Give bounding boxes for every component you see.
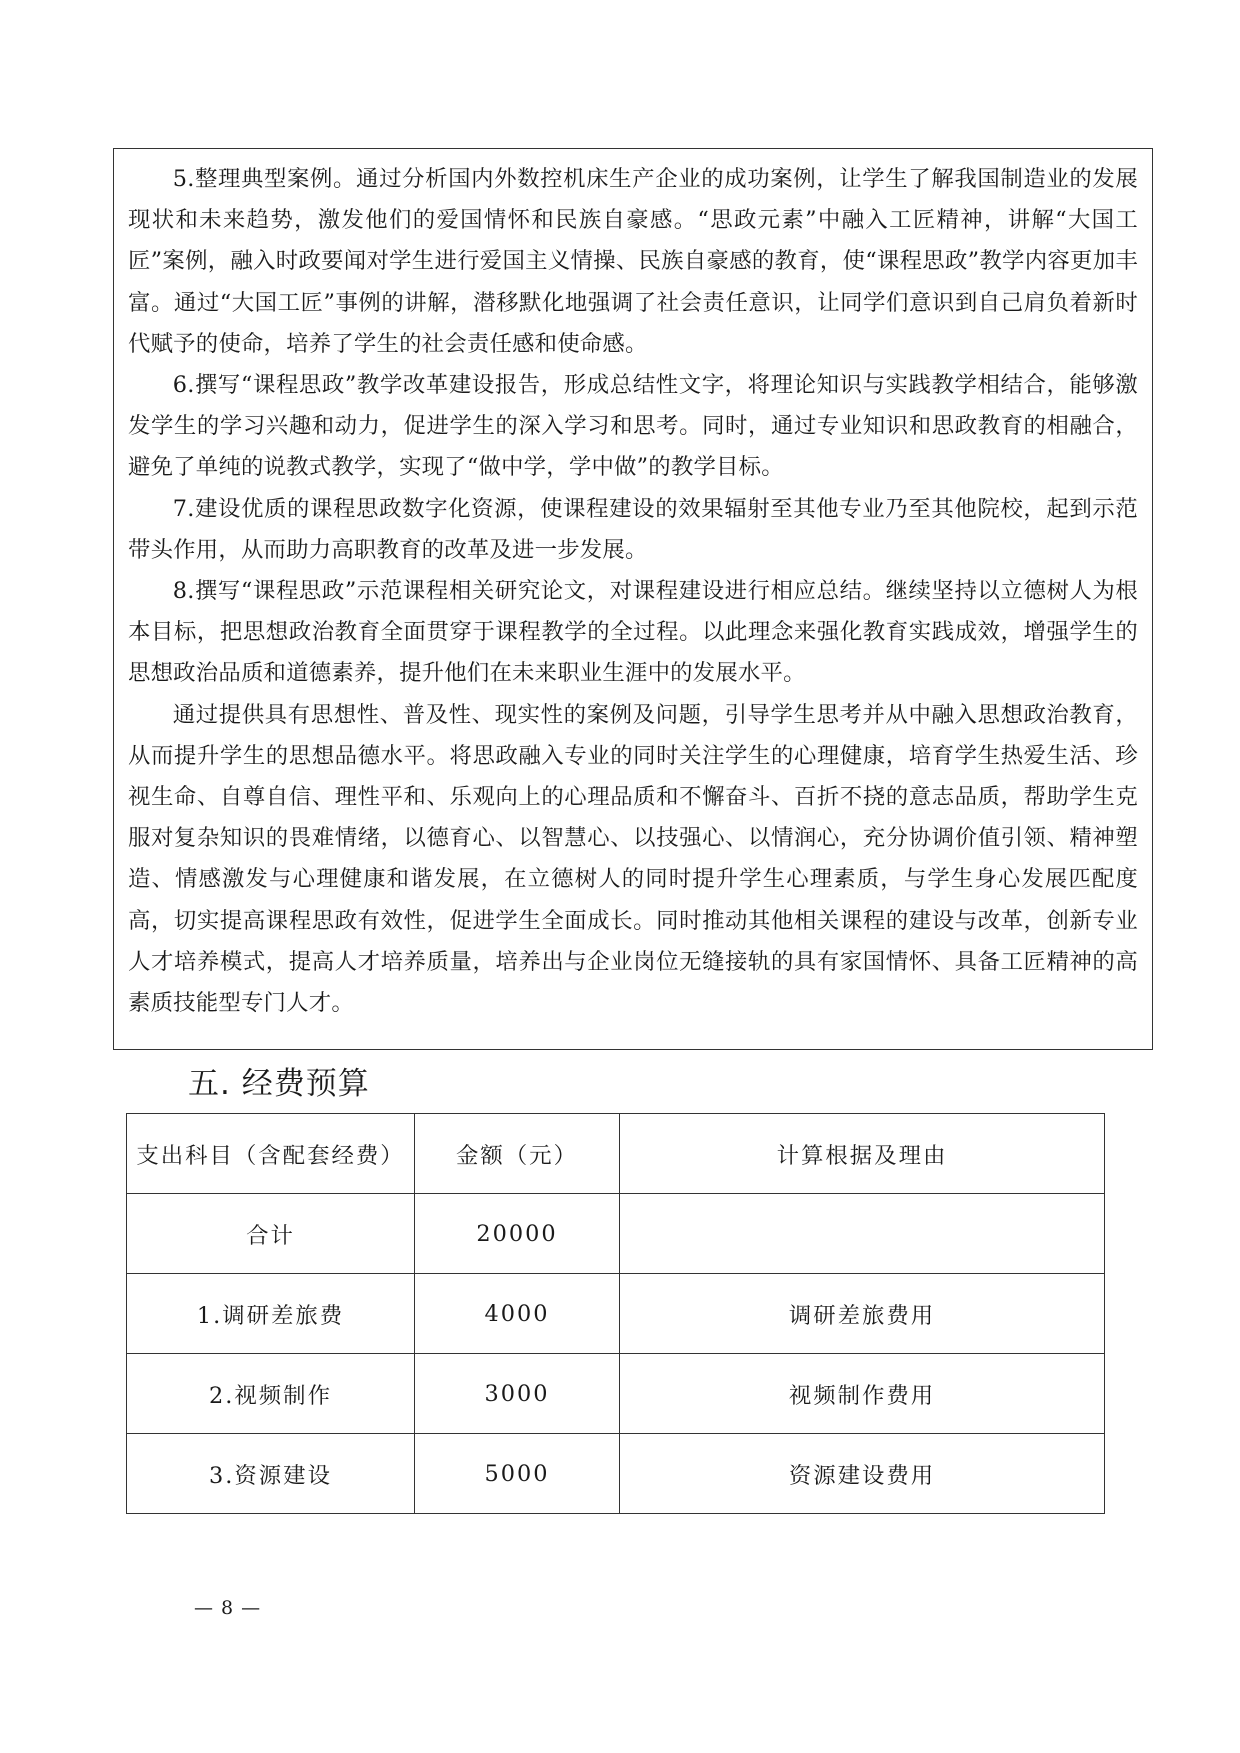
cell-subject: 合计 [127, 1194, 415, 1274]
cell-reason [620, 1194, 1105, 1274]
table-row [127, 1274, 1105, 1354]
cell-subject: 1.调研差旅费 [127, 1274, 415, 1354]
paragraph: 8.撰写“课程思政”示范课程相关研究论文，对课程建设进行相应总结。继续坚持以立德树人为根本目标，把思想政治教育全面贯穿于课程教学的全过程。以此理念来强化教育实践成效，增强学生的思想政治品质和道德素养，提升他们在未来职业生涯中的发展水平。 [128, 578, 1138, 687]
table-row [127, 1434, 1105, 1514]
header-cell-subject: 支出科目（含配套经费） [127, 1114, 415, 1194]
paragraph: 6.撰写“课程思政”教学改革建设报告，形成总结性文字，将理论知识与实践教学相结合，能够激发学生的学习兴趣和动力，促进学生的深入学习和思考。同时，通过专业知识和思政教育的相融合，避免了单纯的说教式教学，实现了“做中学，学中做”的教学目标。 [128, 372, 1138, 481]
budget-table [126, 1113, 1105, 1514]
section-title: 五. 经费预算 [188, 1066, 370, 1102]
cell-amount: 20000 [415, 1194, 620, 1274]
cell-reason: 资源建设费用 [620, 1434, 1105, 1514]
cell-subject: 3.资源建设 [127, 1434, 415, 1514]
table-row [127, 1354, 1105, 1434]
page-number: — 8 — [194, 1597, 262, 1619]
table-header-row [127, 1114, 1105, 1194]
cell-amount: 5000 [415, 1434, 620, 1514]
cell-amount: 4000 [415, 1274, 620, 1354]
body-text-box [113, 148, 1153, 1050]
cell-reason: 调研差旅费用 [620, 1274, 1105, 1354]
table-row [127, 1194, 1105, 1274]
paragraph: 通过提供具有思想性、普及性、现实性的案例及问题，引导学生思考并从中融入思想政治教育，从而提升学生的思想品德水平。将思政融入专业的同时关注学生的心理健康，培育学生热爱生活、珍视生命、自尊自信、理性平和、乐观向上的心理品质和不懈奋斗、百折不挠的意志品质，帮助学生克服对复杂知识的畏难情绪，以德育心、以智慧心、以技强心、以情润心，充分协调价值引领、精神塑造、情感激发与心理健康和谐发展，在立德树人的同时提升学生心理素质，与学生身心发展匹配度高，切实提高课程思政有效性，促进学生全面成长。同时推动其他相关课程的建设与改革，创新专业人才培养模式，提高人才培养质量，培养出与企业岗位无缝接轨的具有家国情怀、具备工匠精神的高素质技能型专门人才。 [128, 701, 1138, 1017]
cell-amount: 3000 [415, 1354, 620, 1434]
header-cell-reason: 计算根据及理由 [620, 1114, 1105, 1194]
cell-reason: 视频制作费用 [620, 1354, 1105, 1434]
header-cell-amount: 金额（元） [415, 1114, 620, 1194]
paragraph: 5.整理典型案例。通过分析国内外数控机床生产企业的成功案例，让学生了解我国制造业的发展现状和未来趋势，激发他们的爱国情怀和民族自豪感。“思政元素”中融入工匠精神，讲解“大国工匠”案例，融入时政要闻对学生进行爱国主义情操、民族自豪感的教育，使“课程思政”教学内容更加丰富。通过“大国工匠”事例的讲解，潜移默化地强调了社会责任意识，让同学们意识到自己肩负着新时代赋予的使命，培养了学生的社会责任感和使命感。 [128, 166, 1138, 357]
paragraph: 7.建设优质的课程思政数字化资源，使课程建设的效果辐射至其他专业乃至其他院校，起到示范带头作用，从而助力高职教育的改革及进一步发展。 [128, 495, 1138, 563]
cell-subject: 2.视频制作 [127, 1354, 415, 1434]
